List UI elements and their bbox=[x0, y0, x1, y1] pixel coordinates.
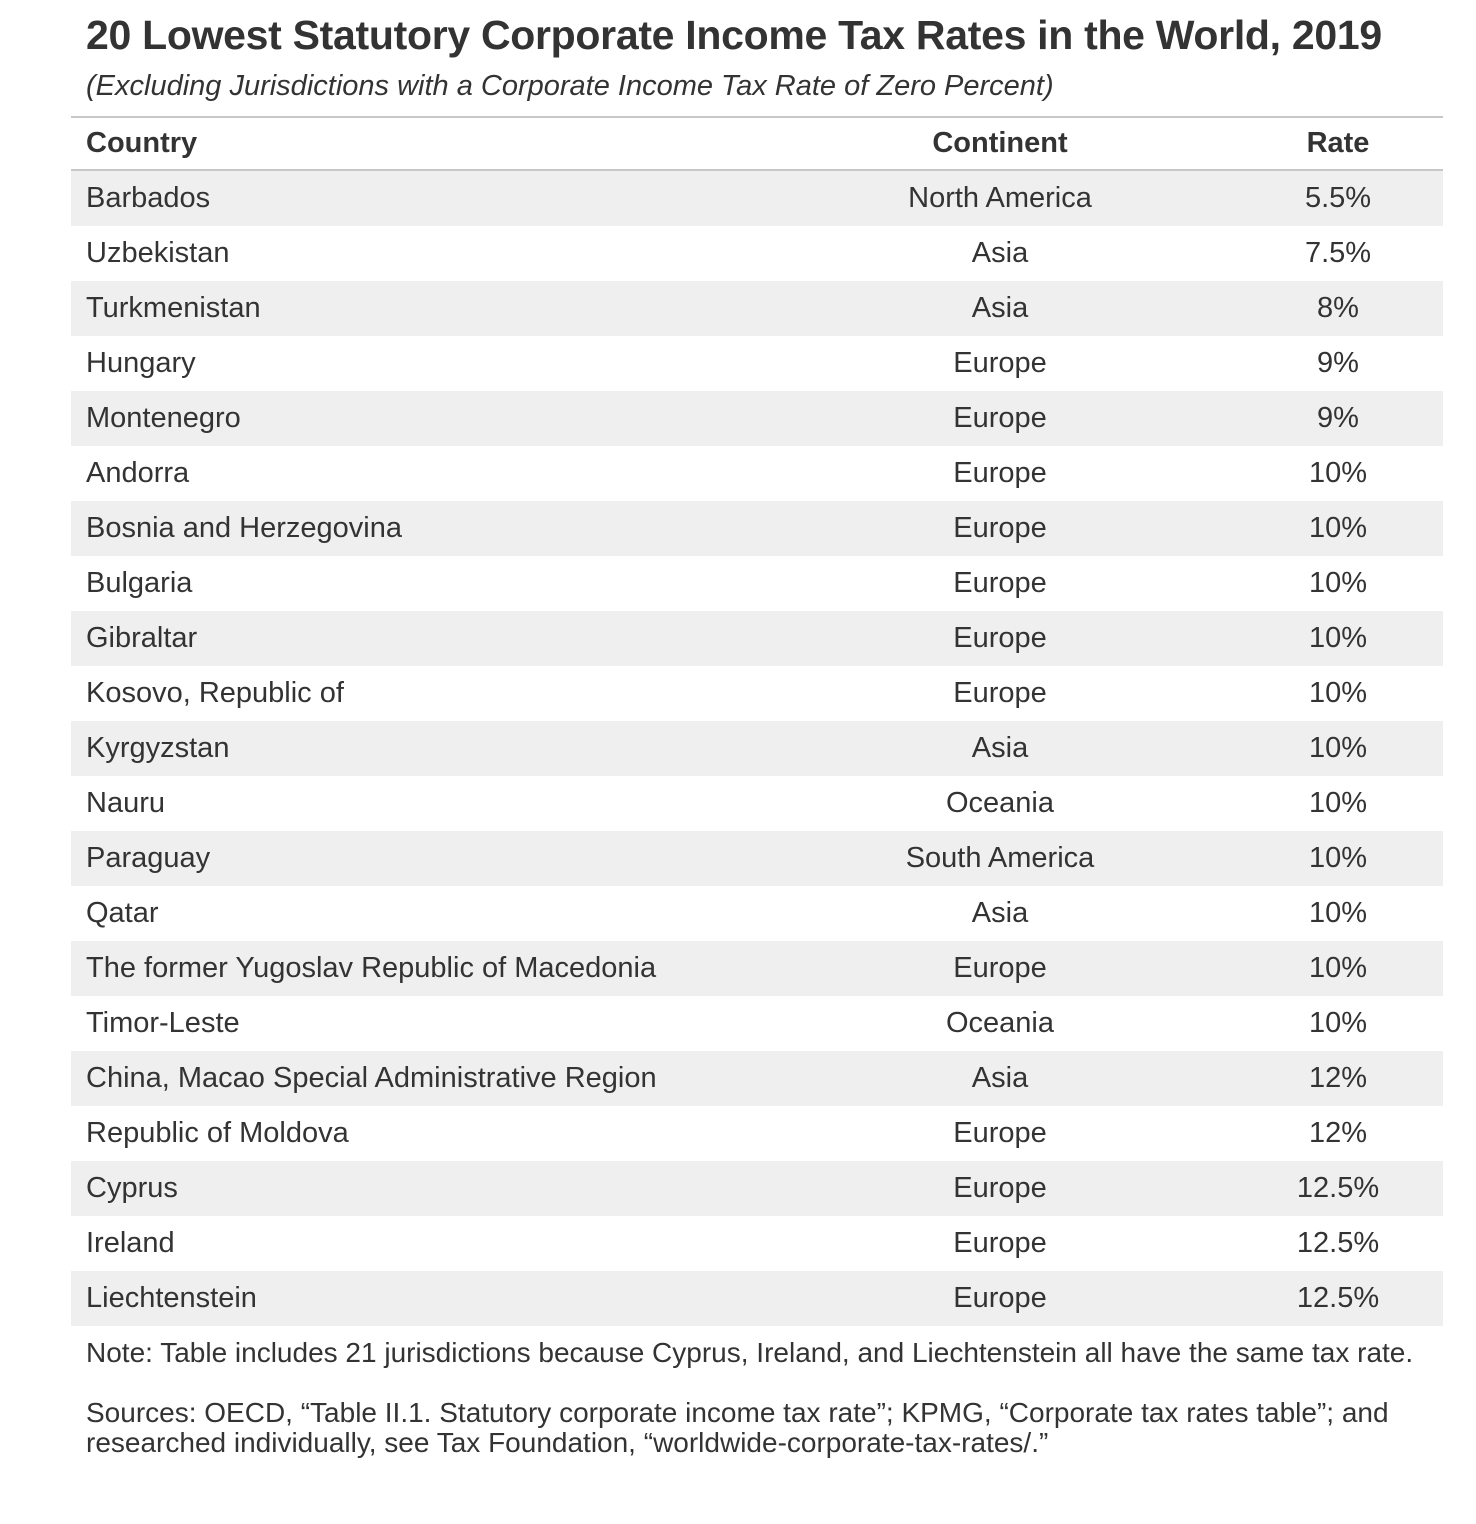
table-row bbox=[71, 1216, 1443, 1271]
cell-country: Liechtenstein bbox=[86, 1282, 257, 1314]
cell-country: Bosnia and Herzegovina bbox=[86, 512, 402, 544]
table-row bbox=[71, 996, 1443, 1051]
cell-country: Andorra bbox=[86, 457, 190, 489]
cell-rate: 8% bbox=[1317, 292, 1359, 324]
table-row bbox=[71, 886, 1443, 941]
cell-rate: 10% bbox=[1308, 952, 1368, 984]
cell-continent: Europe bbox=[953, 677, 1047, 709]
table-row bbox=[71, 941, 1443, 996]
table-row bbox=[71, 336, 1443, 391]
table-body bbox=[71, 171, 1443, 1326]
table-row bbox=[71, 1051, 1443, 1106]
cell-rate: 12.5% bbox=[1296, 1172, 1380, 1204]
column-header-rate: Rate bbox=[1306, 127, 1370, 159]
cell-rate: 10% bbox=[1308, 512, 1368, 544]
cell-country: Nauru bbox=[86, 787, 165, 819]
cell-continent: Asia bbox=[971, 897, 1029, 929]
table-row bbox=[71, 666, 1443, 721]
cell-continent: North America bbox=[908, 182, 1092, 214]
cell-country: Hungary bbox=[86, 347, 196, 379]
cell-rate: 10% bbox=[1308, 1007, 1368, 1039]
table-row bbox=[71, 501, 1443, 556]
column-header-continent: Continent bbox=[932, 127, 1068, 159]
column-header-country: Country bbox=[86, 127, 198, 159]
cell-continent: Asia bbox=[971, 732, 1029, 764]
cell-rate: 10% bbox=[1308, 842, 1368, 874]
cell-continent: Asia bbox=[971, 1062, 1029, 1094]
cell-country: Gibraltar bbox=[86, 622, 198, 654]
chart-subtitle: (Excluding Jurisdictions with a Corporate Income Tax Rate of Zero Percent) bbox=[86, 70, 1054, 102]
cell-rate: 12% bbox=[1308, 1062, 1368, 1094]
cell-rate: 9% bbox=[1317, 402, 1359, 434]
cell-country: Cyprus bbox=[86, 1172, 178, 1204]
cell-rate: 10% bbox=[1308, 677, 1368, 709]
cell-continent: Europe bbox=[953, 1172, 1047, 1204]
cell-country: Montenegro bbox=[86, 402, 241, 434]
cell-country: Bulgaria bbox=[86, 567, 193, 599]
cell-country: The former Yugoslav Republic of Macedonia bbox=[86, 952, 657, 984]
cell-country: China, Macao Special Administrative Region bbox=[86, 1062, 657, 1094]
table-row bbox=[71, 556, 1443, 611]
cell-continent: Oceania bbox=[945, 1007, 1054, 1039]
cell-continent: South America bbox=[905, 842, 1095, 874]
cell-continent: Europe bbox=[953, 567, 1047, 599]
cell-rate: 10% bbox=[1308, 567, 1368, 599]
cell-rate: 5.5% bbox=[1304, 182, 1372, 214]
cell-country: Qatar bbox=[86, 897, 159, 929]
table-row bbox=[71, 611, 1443, 666]
table-row bbox=[71, 391, 1443, 446]
chart-title: 20 Lowest Statutory Corporate Income Tax Rates in the World, 2019 bbox=[86, 12, 1382, 58]
table-header-row bbox=[71, 118, 1443, 171]
cell-continent: Europe bbox=[953, 457, 1047, 489]
cell-continent: Europe bbox=[953, 952, 1047, 984]
footnotes bbox=[86, 1338, 1416, 1488]
table-row bbox=[71, 1106, 1443, 1161]
table-row bbox=[71, 831, 1443, 886]
cell-country: Kyrgyzstan bbox=[86, 732, 230, 764]
cell-continent: Europe bbox=[953, 622, 1047, 654]
cell-continent: Europe bbox=[953, 1282, 1047, 1314]
cell-country: Paraguay bbox=[86, 842, 211, 874]
tax-rate-table bbox=[71, 116, 1443, 1326]
cell-country: Uzbekistan bbox=[86, 237, 230, 269]
table-row bbox=[71, 281, 1443, 336]
table-note: Note: Table includes 21 jurisdictions because Cyprus, Ireland, and Liechtenstein all have the same tax rate. bbox=[86, 1337, 1414, 1368]
cell-continent: Europe bbox=[953, 512, 1047, 544]
cell-continent: Asia bbox=[971, 292, 1029, 324]
table-row bbox=[71, 1271, 1443, 1326]
cell-country: Kosovo, Republic of bbox=[86, 677, 344, 709]
cell-rate: 9% bbox=[1317, 347, 1359, 379]
cell-continent: Europe bbox=[953, 347, 1047, 379]
table-row bbox=[71, 776, 1443, 831]
cell-rate: 10% bbox=[1308, 457, 1368, 489]
table-sources: Sources: OECD, “Table II.1. Statutory corporate income tax rate”; KPMG, “Corporate tax rates table”; and researched individually, see Tax Foundation, “worldwide-corporate-tax-rates/.” bbox=[86, 1397, 1389, 1458]
cell-rate: 10% bbox=[1308, 732, 1368, 764]
cell-rate: 10% bbox=[1308, 897, 1368, 929]
cell-continent: Europe bbox=[953, 1117, 1047, 1149]
cell-continent: Europe bbox=[953, 1227, 1047, 1259]
table-row bbox=[71, 446, 1443, 501]
cell-rate: 12.5% bbox=[1296, 1282, 1380, 1314]
cell-country: Ireland bbox=[86, 1227, 175, 1259]
table-row bbox=[71, 171, 1443, 226]
cell-continent: Asia bbox=[971, 237, 1029, 269]
cell-rate: 12.5% bbox=[1296, 1227, 1380, 1259]
cell-rate: 7.5% bbox=[1304, 237, 1372, 269]
table-row bbox=[71, 226, 1443, 281]
cell-rate: 10% bbox=[1308, 622, 1368, 654]
cell-country: Barbados bbox=[86, 182, 211, 214]
table-row bbox=[71, 721, 1443, 776]
cell-continent: Europe bbox=[953, 402, 1047, 434]
cell-rate: 12% bbox=[1308, 1117, 1368, 1149]
cell-country: Republic of Moldova bbox=[86, 1117, 349, 1149]
cell-rate: 10% bbox=[1308, 787, 1368, 819]
cell-country: Turkmenistan bbox=[86, 292, 261, 324]
table-row bbox=[71, 1161, 1443, 1216]
cell-country: Timor-Leste bbox=[86, 1007, 240, 1039]
cell-continent: Oceania bbox=[945, 787, 1054, 819]
